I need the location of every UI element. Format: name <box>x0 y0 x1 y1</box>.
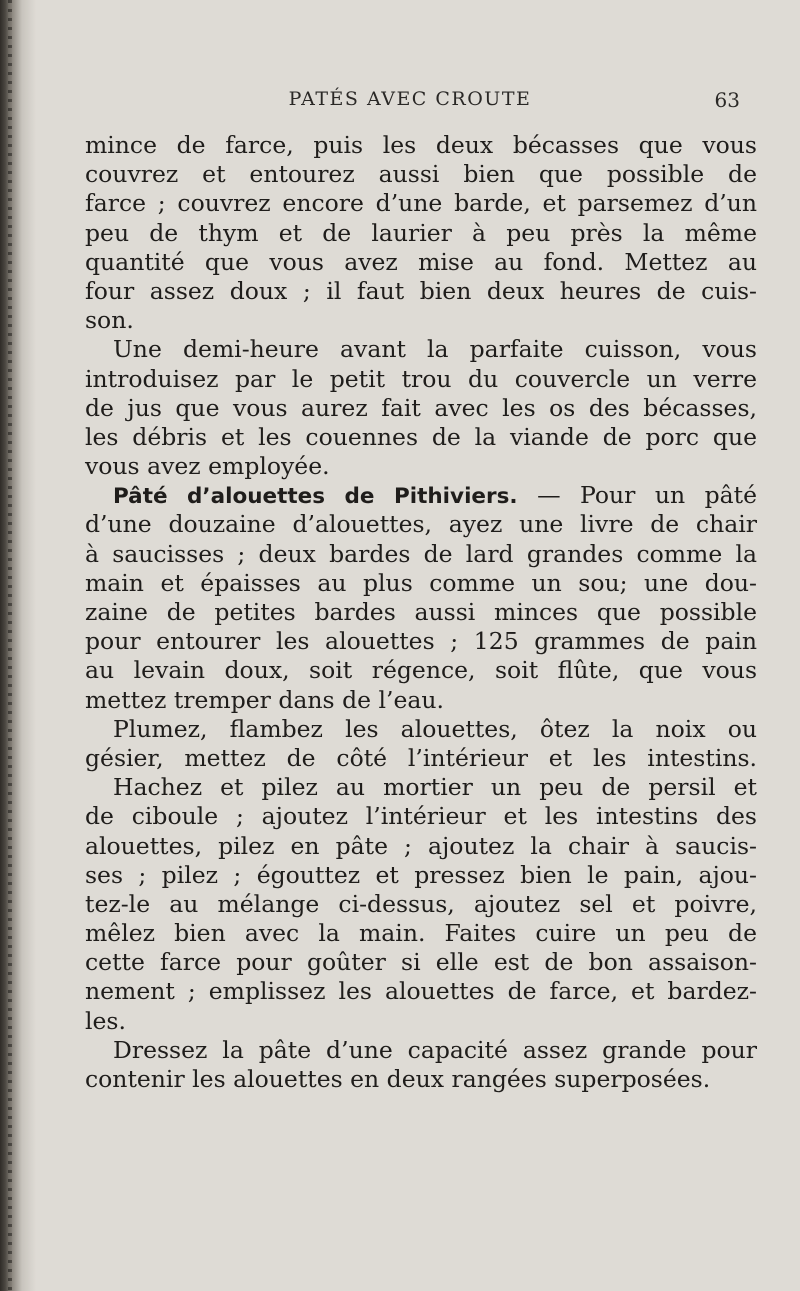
text-line: main et épaisses au plus comme un sou; une dou- <box>85 568 757 597</box>
text-line-with-heading <box>85 481 757 510</box>
text-line: son. <box>85 306 134 335</box>
text-line: nement ; emplissez les alouettes de farce, et bardez- <box>85 977 757 1006</box>
text-line: vous avez employée. <box>85 452 330 481</box>
text-line: cette farce pour goûter si elle est de bon assaison- <box>85 948 757 977</box>
text-line: mince de farce, puis les deux bécasses que vous <box>85 131 757 159</box>
text-line: farce ; couvrez encore d’une barde, et parsemez d’un <box>85 189 757 218</box>
text-line: à saucisses ; deux bardes de lard grandes comme la <box>85 539 757 568</box>
text-line: peu de thym et de laurier à peu près la même <box>85 218 757 247</box>
text-line: introduisez par le petit trou du couvercle un verre <box>85 364 757 393</box>
text-line: Hachez et pilez au mortier un peu de persil et <box>113 773 757 802</box>
text-line: gésier, mettez de côté l’intérieur et les intestins. <box>85 743 757 772</box>
text-line: Plumez, flambez les alouettes, ôtez la noix ou <box>113 714 757 743</box>
text-line: alouettes, pilez en pâte ; ajoutez la chair à saucis- <box>85 831 757 860</box>
book-binding-shadow <box>0 0 36 1291</box>
text-line: contenir les alouettes en deux rangées superposées. <box>85 1065 711 1093</box>
page-number: 63 <box>714 88 740 112</box>
page-header <box>80 88 740 118</box>
text-line-rest: — Pour un pâté <box>537 481 757 510</box>
text-line: mettez tremper dans de l’eau. <box>85 685 445 714</box>
text-line: Dressez la pâte d’une capacité assez grande pour <box>113 1035 757 1064</box>
text-line: de ciboule ; ajoutez l’intérieur et les intestins des <box>85 802 757 831</box>
text-line: de jus que vous aurez fait avec les os des bécasses, <box>85 393 757 422</box>
text-line: pour entourer les alouettes ; 125 grammes de pain <box>85 627 757 656</box>
text-line: four assez doux ; il faut bien deux heures de cuis- <box>85 276 757 305</box>
text-line: mêlez bien avec la main. Faites cuire un peu de <box>85 919 757 948</box>
text-line: au levain doux, soit régence, soit flûte, que vous <box>85 656 757 685</box>
running-head: PATÉS AVEC CROUTE <box>288 88 532 110</box>
text-line: ses ; pilez ; égouttez et pressez bien le pain, ajou- <box>85 860 757 889</box>
text-line: quantité que vous avez mise au fond. Mettez au <box>85 247 757 276</box>
text-line: Une demi-heure avant la parfaite cuisson, vous <box>113 335 757 364</box>
text-line: couvrez et entourez aussi bien que possible de <box>85 160 757 189</box>
binding-thread <box>8 0 12 1291</box>
body-text <box>85 131 757 1094</box>
text-line: d’une douzaine d’alouettes, ayez une livre de chair <box>85 510 757 539</box>
section-heading: Pâté d’alouettes de Pithiviers. <box>113 484 518 510</box>
text-line: les. <box>85 1006 126 1035</box>
text-line: zaine de petites bardes aussi minces que possible <box>85 598 757 626</box>
text-line: tez-le au mélange ci-dessus, ajoutez sel et poivre, <box>85 889 757 918</box>
text-line: les débris et les couennes de la viande de porc que <box>85 422 757 451</box>
